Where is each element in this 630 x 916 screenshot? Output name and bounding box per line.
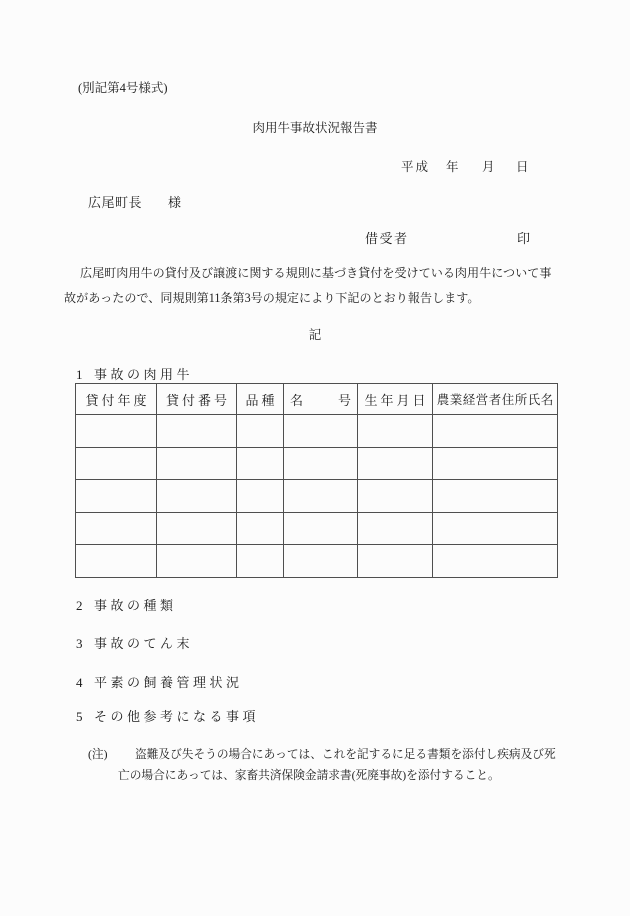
seal-label: 印 xyxy=(517,231,531,246)
section-label: その他参考になる事項 xyxy=(94,709,260,724)
section-number: 4 xyxy=(76,675,83,690)
table-cell xyxy=(284,480,358,513)
section-label: 事故の種類 xyxy=(94,598,177,613)
table-cell xyxy=(76,512,157,545)
header-name-number: 名 号 xyxy=(284,384,358,415)
year-label: 年 xyxy=(446,160,459,174)
table-cell xyxy=(76,545,157,578)
section-item-3 xyxy=(76,637,193,650)
body-line-2: 故があったので、同規則第11条第3号の規定により下記のとおり報告します。 xyxy=(64,291,480,305)
addressee-line xyxy=(0,196,630,210)
section-item-4 xyxy=(76,676,243,689)
table-cell xyxy=(237,545,284,578)
table-cell xyxy=(157,415,237,448)
era-label: 平成 xyxy=(401,160,431,174)
table-cell xyxy=(284,512,358,545)
section-item-2 xyxy=(76,599,177,612)
header-breed: 品種 xyxy=(237,384,284,415)
table-cell xyxy=(433,415,558,448)
month-label: 月 xyxy=(482,160,495,174)
table-body xyxy=(76,415,558,578)
table-cell xyxy=(358,415,433,448)
table-row xyxy=(76,415,558,448)
table-cell xyxy=(358,447,433,480)
table-cell xyxy=(358,512,433,545)
table-header-row xyxy=(76,384,558,415)
form-number: (別記第4号様式) xyxy=(78,81,168,95)
addressee-name: 広尾町長 xyxy=(88,195,143,210)
table-cell xyxy=(76,447,157,480)
table-cell xyxy=(157,447,237,480)
note-text-1: 盗難及び失そうの場合にあっては、これを記するに足る書類を添付し疾病及び死 xyxy=(135,748,556,761)
header-farmer-address-name: 農業経営者住所氏名 xyxy=(433,384,558,415)
table-cell xyxy=(433,480,558,513)
note-line-1 xyxy=(0,749,630,763)
table-row xyxy=(76,512,558,545)
table-row xyxy=(76,447,558,480)
table-cell xyxy=(237,480,284,513)
table-cell xyxy=(358,480,433,513)
signer-label: 借受者 xyxy=(365,231,409,246)
table-cell xyxy=(76,415,157,448)
table-cell xyxy=(157,512,237,545)
page-title: 肉用牛事故状況報告書 xyxy=(252,121,378,135)
addressee-honorific: 様 xyxy=(168,195,182,210)
table-cell xyxy=(284,447,358,480)
table-cell xyxy=(433,447,558,480)
section-label: 平素の飼養管理状況 xyxy=(94,675,243,690)
section-number: 1 xyxy=(76,367,83,382)
note-line-2: 亡の場合にあっては、家畜共済保険金請求書(死廃事故)を添付すること。 xyxy=(118,769,500,782)
section-item-5 xyxy=(76,710,259,723)
note-label: (注) xyxy=(88,748,108,761)
accident-cattle-table xyxy=(75,383,558,578)
body-line-1: 広尾町肉用牛の貸付及び譲渡に関する規則に基づき貸付を受けている肉用牛について事 xyxy=(80,266,552,280)
header-loan-year: 貸付年度 xyxy=(76,384,157,415)
table-cell xyxy=(433,545,558,578)
header-birthdate: 生年月日 xyxy=(358,384,433,415)
signer-line xyxy=(0,232,630,246)
table-cell xyxy=(284,545,358,578)
header-loan-number: 貸付番号 xyxy=(157,384,237,415)
section-number: 5 xyxy=(76,709,83,724)
table-cell xyxy=(157,545,237,578)
table-row xyxy=(76,545,558,578)
table-cell xyxy=(157,480,237,513)
table-cell xyxy=(358,545,433,578)
date-line xyxy=(0,161,630,175)
table-cell xyxy=(284,415,358,448)
table-cell xyxy=(237,447,284,480)
section-number: 2 xyxy=(76,598,83,613)
table-cell xyxy=(237,415,284,448)
table-cell xyxy=(76,480,157,513)
section-number: 3 xyxy=(76,636,83,651)
table-cell xyxy=(433,512,558,545)
section-label: 事故の肉用牛 xyxy=(94,367,194,382)
section-label: 事故のてん末 xyxy=(94,636,194,651)
section-item-1 xyxy=(76,368,193,381)
day-label: 日 xyxy=(516,160,529,174)
table-row xyxy=(76,480,558,513)
table-cell xyxy=(237,512,284,545)
record-marker: 記 xyxy=(308,328,322,342)
